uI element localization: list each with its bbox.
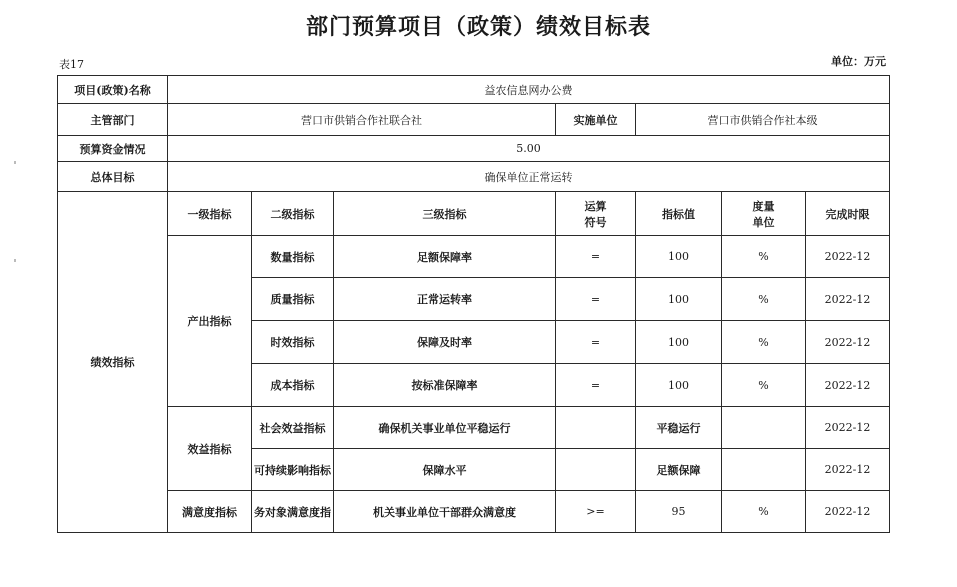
header-operator <box>556 192 636 236</box>
document-title: 部门预算项目（政策）绩效目标表 <box>305 15 651 40</box>
overall-goal-value: 确保单位正常运转 <box>168 162 890 192</box>
unit-cell: % <box>722 364 806 407</box>
level3-cell: 足额保障率 <box>334 236 556 278</box>
level2-cell: 可持续影响指标 <box>252 449 334 491</box>
level1-satisfaction: 满意度指标 <box>168 491 252 533</box>
implementing-unit-value: 营口市供销合作社本级 <box>636 104 890 136</box>
table-row <box>58 407 890 449</box>
header-level1: 一级指标 <box>168 192 252 236</box>
header-operator-line1: 运算 <box>584 199 607 213</box>
operator-cell: = <box>556 278 636 321</box>
deadline-cell: 2022-12 <box>806 449 890 491</box>
performance-target-table <box>57 75 890 533</box>
scan-mark <box>14 161 16 164</box>
level2-cell: 时效指标 <box>252 321 334 364</box>
unit-cell: % <box>722 236 806 278</box>
header-level2: 二级指标 <box>252 192 334 236</box>
level3-cell: 确保机关事业单位平稳运行 <box>334 407 556 449</box>
value-cell: 100 <box>636 236 722 278</box>
header-unit-line2: 单位 <box>752 215 775 229</box>
deadline-cell: 2022-12 <box>806 278 890 321</box>
overall-goal-row <box>58 162 890 192</box>
header-deadline: 完成时限 <box>806 192 890 236</box>
table-number: 表17 <box>59 58 84 71</box>
deadline-cell: 2022-12 <box>806 364 890 407</box>
deadline-cell: 2022-12 <box>806 236 890 278</box>
indicator-header-row <box>58 192 890 236</box>
operator-cell: >= <box>556 491 636 533</box>
level3-cell: 保障水平 <box>334 449 556 491</box>
unit-cell: % <box>722 278 806 321</box>
operator-cell: = <box>556 364 636 407</box>
performance-indicators-label: 绩效指标 <box>58 192 168 533</box>
operator-cell: = <box>556 321 636 364</box>
value-cell: 100 <box>636 321 722 364</box>
level3-cell: 按标准保障率 <box>334 364 556 407</box>
level2-cell: 务对象满意度指 <box>252 491 334 533</box>
level1-output: 产出指标 <box>168 236 252 407</box>
deadline-cell: 2022-12 <box>806 407 890 449</box>
value-cell: 足额保障 <box>636 449 722 491</box>
overall-goal-label: 总体目标 <box>58 162 168 192</box>
unit-cell: % <box>722 491 806 533</box>
project-name-value: 益农信息网办公费 <box>168 76 890 104</box>
budget-value: 5.00 <box>168 136 890 162</box>
operator-cell: = <box>556 236 636 278</box>
budget-label: 预算资金情况 <box>58 136 168 162</box>
level2-cell: 质量指标 <box>252 278 334 321</box>
budget-row <box>58 136 890 162</box>
level3-cell: 保障及时率 <box>334 321 556 364</box>
level3-cell: 机关事业单位干部群众满意度 <box>334 491 556 533</box>
unit-cell: % <box>722 321 806 364</box>
unit-cell <box>722 407 806 449</box>
unit-cell <box>722 449 806 491</box>
table-row <box>58 236 890 278</box>
header-unit <box>722 192 806 236</box>
table-row <box>58 491 890 533</box>
deadline-cell: 2022-12 <box>806 321 890 364</box>
value-cell: 95 <box>636 491 722 533</box>
level3-cell: 正常运转率 <box>334 278 556 321</box>
level2-cell: 成本指标 <box>252 364 334 407</box>
value-cell: 100 <box>636 364 722 407</box>
department-row <box>58 104 890 136</box>
level2-cell: 社会效益指标 <box>252 407 334 449</box>
operator-cell <box>556 407 636 449</box>
implementing-unit-label: 实施单位 <box>556 104 636 136</box>
level1-benefit: 效益指标 <box>168 407 252 491</box>
scan-mark <box>14 259 16 262</box>
header-unit-line1: 度量 <box>752 199 775 213</box>
operator-cell <box>556 449 636 491</box>
header-operator-line2: 符号 <box>584 215 607 229</box>
value-cell: 100 <box>636 278 722 321</box>
header-level3: 三级指标 <box>334 192 556 236</box>
deadline-cell: 2022-12 <box>806 491 890 533</box>
project-name-label: 项目(政策)名称 <box>58 76 168 104</box>
level2-cell: 数量指标 <box>252 236 334 278</box>
department-value: 营口市供销合作社联合社 <box>168 104 556 136</box>
value-cell: 平稳运行 <box>636 407 722 449</box>
unit-label: 单位：万元 <box>831 55 886 68</box>
project-name-row <box>58 76 890 104</box>
header-value: 指标值 <box>636 192 722 236</box>
department-label: 主管部门 <box>58 104 168 136</box>
